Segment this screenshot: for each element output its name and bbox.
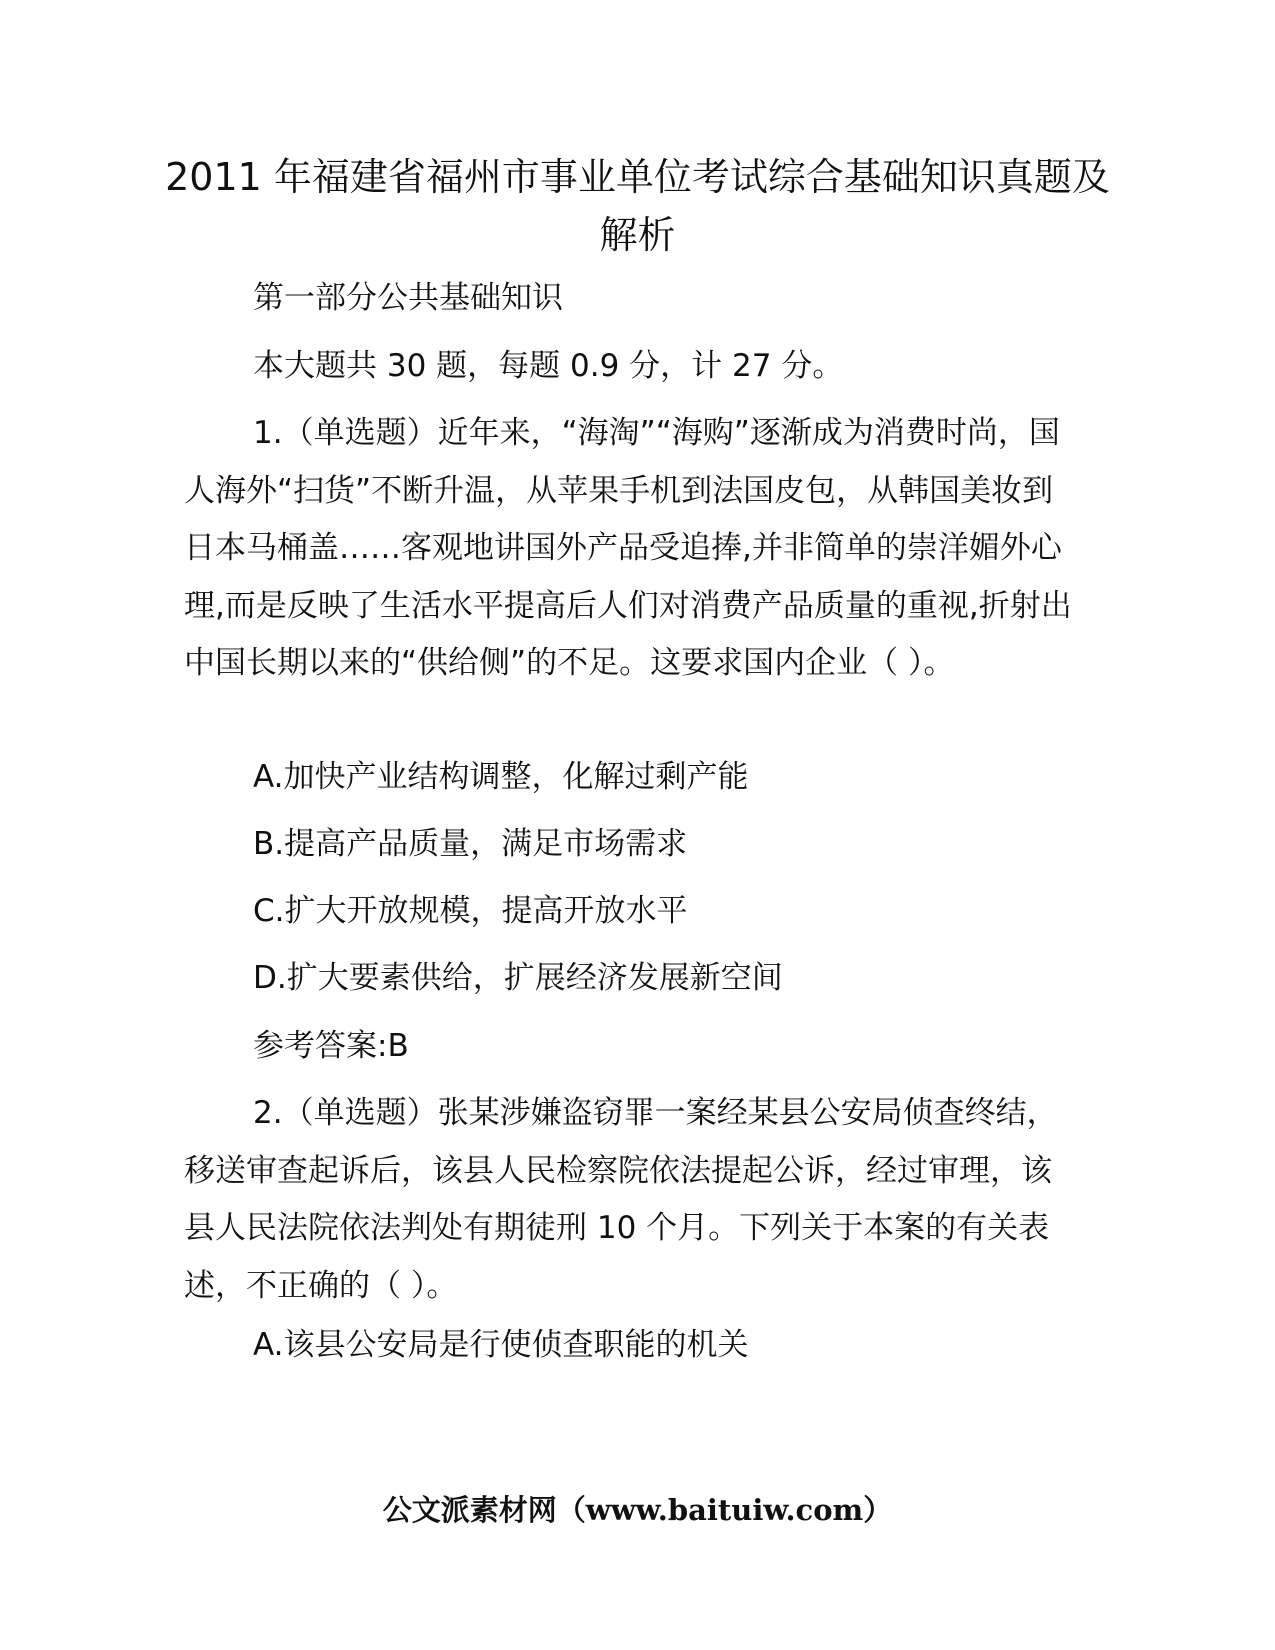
question-1-option-c: C.扩大开放规模，提高开放水平 bbox=[253, 893, 688, 929]
section-heading: 第一部分公共基础知识 bbox=[253, 280, 563, 316]
question-1-stem: 1.（单选题）近年来，“海淘”“海购”逐渐成为消费时尚，国人海外“扫货”不断升温，从苹果手机到法国皮包，从韩国美妆到日本马桶盖……客观地讲国外产品受追捧,并非简单的崇洋媚外心理,而是反映了生活水平提高后人们对消费产品质量的重视,折射出中国长期以来的“供给侧”的不足。这要求国内企业（ ）。 bbox=[184, 415, 1072, 681]
question-2-stem: 2.（单选题）张某涉嫌盗窃罪一案经某县公安局侦查终结，移送审查起诉后，该县人民检察院依法提起公诉，经过审理，该县人民法院依法判处有期徒刑 10 个月。下列关于本案的有关表述，不正确的（ ）。 bbox=[184, 1095, 1058, 1304]
question-1-option-b: B.提高产品质量，满足市场需求 bbox=[253, 826, 688, 862]
question-1-option-d: D.扩大要素供给，扩展经济发展新空间 bbox=[253, 960, 783, 996]
page-footer: 公文派素材网（www.baituiw.com） bbox=[382, 1493, 893, 1527]
question-1-answer: 参考答案:B bbox=[253, 1028, 409, 1064]
question-1-option-a: A.加快产业结构调整，化解过剩产能 bbox=[253, 759, 749, 795]
intro-text: 本大题共 30 题，每题 0.9 分，计 27 分。 bbox=[253, 348, 844, 384]
question-2-option-a: A.该县公安局是行使侦查职能的机关 bbox=[253, 1327, 749, 1363]
document-title: 2011 年福建省福州市事业单位考试综合基础知识真题及解析 bbox=[165, 155, 1110, 257]
